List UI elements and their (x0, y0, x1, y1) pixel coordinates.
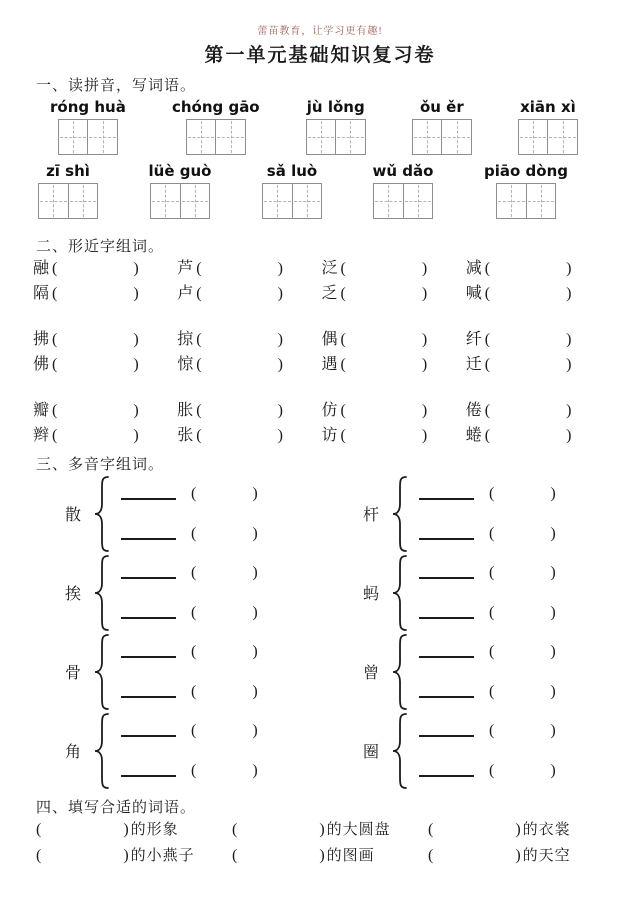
pinyin-word-block (262, 162, 322, 219)
pronunciation-branch: ( ) (419, 762, 556, 780)
polyphone-column-left (65, 474, 363, 790)
polyphone-entry (65, 711, 363, 790)
polyphone-grid (65, 474, 640, 790)
similar-char-item: 融 ( ) (33, 256, 177, 281)
similar-char-item: 胀 ( ) (177, 398, 321, 423)
similar-char-item: 芦 ( ) (177, 256, 321, 281)
pinyin-blank[interactable] (121, 685, 176, 698)
char: 遇 (321, 356, 338, 373)
pronunciation-branch: ( ) (121, 762, 258, 780)
similar-char-item: 纤 ( ) (466, 327, 610, 352)
phrase-suffix: 的小燕子 (130, 848, 195, 864)
char: 拂 (33, 331, 50, 348)
pronunciation-branch: ( ) (419, 485, 556, 503)
char: 纤 (465, 331, 482, 348)
char: 泛 (321, 260, 338, 277)
similar-char-item: 辫 ( ) (33, 423, 177, 448)
phrase-item: ( ) 的天空 (428, 843, 571, 869)
writing-grid[interactable] (58, 119, 118, 155)
pronunciation-branch: ( ) (419, 564, 556, 582)
char: 访 (321, 427, 338, 444)
similar-char-item: 喊 ( ) (466, 281, 610, 306)
pinyin-word-block (484, 162, 568, 219)
pinyin-blank[interactable] (121, 487, 176, 500)
similar-char-item: 隔 ( ) (33, 281, 177, 306)
char: 曾 (363, 665, 380, 682)
pinyin-word-block (373, 162, 434, 219)
section4-heading: 四、填写合适的词语。 (36, 800, 197, 816)
pinyin-word-block (172, 98, 260, 155)
similar-char-item: 遇 ( ) (322, 352, 466, 377)
pronunciation-branch: ( ) (121, 683, 258, 701)
pinyin-blank[interactable] (121, 645, 176, 658)
pinyin-blank[interactable] (419, 527, 474, 540)
char: 胀 (177, 402, 194, 419)
brace-icon (93, 554, 111, 632)
phrase-item: ( ) 的大圆盘 (232, 817, 428, 843)
char: 迁 (465, 356, 482, 373)
pinyin-word-block (306, 98, 366, 155)
similar-char-row (33, 398, 610, 423)
brace-icon (391, 554, 409, 632)
similar-char-item: 迁 ( ) (466, 352, 610, 377)
pronunciation-branch: ( ) (419, 643, 556, 661)
similar-char-item: 掠 ( ) (177, 327, 321, 352)
pinyin-blank[interactable] (419, 645, 474, 658)
brace-icon (93, 475, 111, 553)
char: 掠 (177, 331, 194, 348)
pinyin-blank[interactable] (419, 566, 474, 579)
similar-char-item: 蜷 ( ) (466, 423, 610, 448)
similar-char-item: 泛 ( ) (322, 256, 466, 281)
char: 张 (177, 427, 194, 444)
char: 蜷 (465, 427, 482, 444)
section2-heading: 二、形近字组词。 (36, 239, 165, 255)
similar-char-row (33, 281, 610, 306)
char: 隔 (33, 285, 50, 302)
pinyin-blank[interactable] (419, 764, 474, 777)
char: 减 (465, 260, 482, 277)
writing-grid[interactable] (306, 119, 366, 155)
char: 骨 (65, 665, 82, 682)
pinyin-label: piāo dòng (484, 162, 568, 180)
similar-char-item: 访 ( ) (322, 423, 466, 448)
brace-icon (391, 633, 409, 711)
pronunciation-branch: ( ) (121, 564, 258, 582)
pinyin-word-block (149, 162, 212, 219)
pinyin-label: róng huà (50, 98, 126, 116)
pinyin-label: lüè guò (148, 162, 212, 180)
phrase-suffix: 的形象 (130, 822, 179, 838)
char: 偶 (321, 331, 338, 348)
pinyin-word-block (50, 98, 126, 155)
similar-char-item: 瓣 ( ) (33, 398, 177, 423)
char: 佛 (33, 356, 50, 373)
pinyin-word-block (518, 98, 578, 155)
polyphone-entry (363, 553, 556, 632)
pinyin-blank[interactable] (419, 685, 474, 698)
pinyin-label: wǔ dǎo (372, 162, 434, 180)
pinyin-blank[interactable] (121, 527, 176, 540)
char: 喊 (465, 285, 482, 302)
pinyin-label: ǒu ěr (419, 98, 464, 116)
char: 角 (65, 744, 82, 761)
pronunciation-branch: ( ) (121, 525, 258, 543)
char: 杆 (363, 507, 380, 524)
char: 辫 (33, 427, 50, 444)
similar-char-item: 卢 ( ) (177, 281, 321, 306)
pinyin-label: zī shì (46, 162, 90, 180)
phrase-item: ( ) 的小燕子 (36, 843, 232, 869)
phrase-suffix: 的天空 (522, 848, 571, 864)
brace-icon (391, 475, 409, 553)
similar-char-item: 惊 ( ) (177, 352, 321, 377)
writing-grid[interactable] (412, 119, 472, 155)
char: 芦 (177, 260, 194, 277)
polyphone-entry (65, 553, 363, 632)
polyphone-entry (363, 632, 556, 711)
writing-grid[interactable] (186, 119, 246, 155)
writing-grid[interactable] (496, 183, 556, 219)
similar-char-row (33, 256, 610, 281)
polyphone-entry (363, 711, 556, 790)
pronunciation-branch: ( ) (419, 604, 556, 622)
phrase-item: ( ) 的图画 (232, 843, 428, 869)
char: 乏 (321, 285, 338, 302)
brace-icon (93, 633, 111, 711)
writing-grid[interactable] (518, 119, 578, 155)
pinyin-word-block (412, 98, 472, 155)
char: 仿 (321, 402, 338, 419)
pinyin-label: xiān xì (520, 98, 576, 116)
char: 瓣 (33, 402, 50, 419)
pinyin-label: sǎ luò (266, 162, 318, 180)
pronunciation-branch: ( ) (121, 643, 258, 661)
pinyin-row-1 (50, 98, 578, 155)
phrase-suffix: 的衣裳 (522, 822, 571, 838)
char: 惊 (177, 356, 194, 373)
pinyin-blank[interactable] (419, 606, 474, 619)
polyphone-entry (65, 474, 363, 553)
pronunciation-branch: ( ) (419, 525, 556, 543)
char: 挨 (65, 586, 82, 603)
pinyin-label: jù lǒng (306, 98, 365, 116)
writing-grid[interactable] (262, 183, 322, 219)
similar-char-item: 仿 ( ) (322, 398, 466, 423)
similar-char-item: 张 ( ) (177, 423, 321, 448)
char: 倦 (465, 402, 482, 419)
polyphone-entry (363, 474, 556, 553)
phrase-item: ( ) 的衣裳 (428, 817, 571, 843)
char: 蚂 (363, 586, 380, 603)
writing-grid[interactable] (373, 183, 433, 219)
similar-char-row (33, 327, 610, 352)
similar-char-row (33, 423, 610, 448)
section1-heading: 一、读拼音，写词语。 (36, 78, 197, 94)
phrase-row (36, 843, 640, 869)
similar-char-item: 佛 ( ) (33, 352, 177, 377)
polyphone-column-right (363, 474, 556, 790)
pinyin-label: chóng gāo (171, 98, 260, 116)
pinyin-blank[interactable] (121, 606, 176, 619)
similar-char-item: 乏 ( ) (322, 281, 466, 306)
pinyin-word-block (38, 162, 98, 219)
publisher-slogan: 蕾苗教育，让学习更有趣! (257, 26, 383, 37)
page-title: 第一单元基础知识复习卷 (204, 45, 436, 66)
similar-char-row (33, 352, 610, 377)
brace-icon (93, 712, 111, 790)
similar-char-item: 减 ( ) (466, 256, 610, 281)
pronunciation-branch: ( ) (121, 485, 258, 503)
pinyin-blank[interactable] (419, 724, 474, 737)
brace-icon (391, 712, 409, 790)
phrase-item: ( ) 的形象 (36, 817, 232, 843)
phrase-row (36, 817, 640, 843)
similar-char-item: 拂 ( ) (33, 327, 177, 352)
pinyin-blank[interactable] (121, 566, 176, 579)
pinyin-row-2 (38, 162, 568, 219)
phrase-suffix: 的图画 (326, 848, 375, 864)
polyphone-entry (65, 632, 363, 711)
similar-char-item: 倦 ( ) (466, 398, 610, 423)
phrase-suffix: 的大圆盘 (326, 822, 391, 838)
similar-char-item: 偶 ( ) (322, 327, 466, 352)
pronunciation-branch: ( ) (121, 604, 258, 622)
char: 散 (65, 507, 82, 524)
pronunciation-branch: ( ) (419, 683, 556, 701)
char: 融 (33, 260, 50, 277)
pinyin-blank[interactable] (121, 724, 176, 737)
char: 卢 (177, 285, 194, 302)
writing-grid[interactable] (38, 183, 98, 219)
writing-grid[interactable] (150, 183, 210, 219)
pinyin-blank[interactable] (121, 764, 176, 777)
pinyin-blank[interactable] (419, 487, 474, 500)
pronunciation-branch: ( ) (121, 722, 258, 740)
section3-heading: 三、多音字组词。 (36, 457, 165, 473)
char: 圈 (363, 744, 380, 761)
pronunciation-branch: ( ) (419, 722, 556, 740)
